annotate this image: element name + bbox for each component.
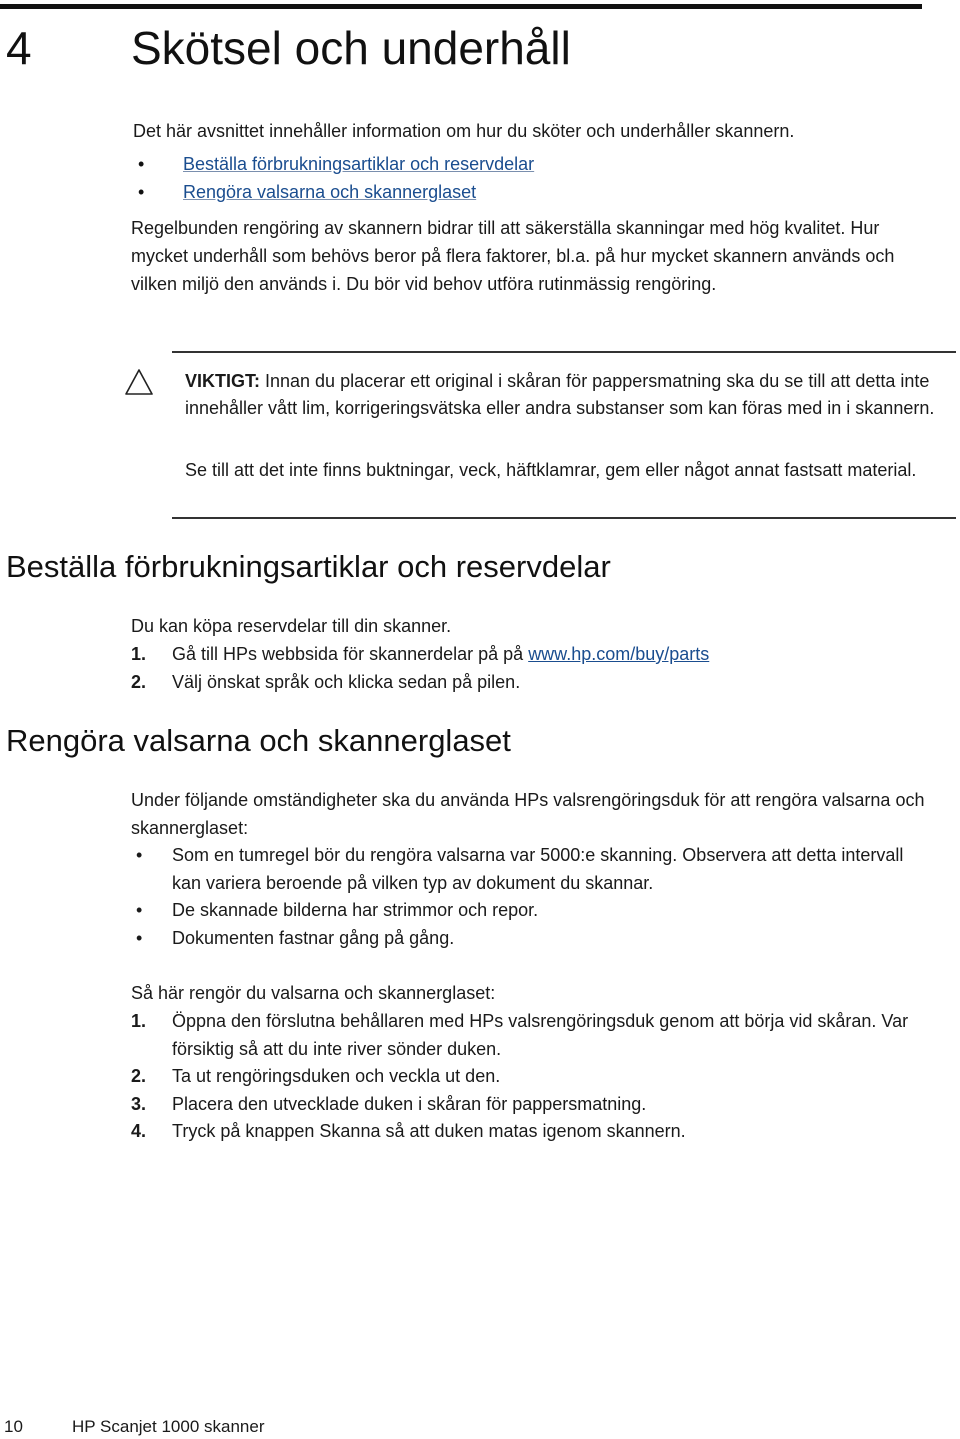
chapter-title: Skötsel och underhåll	[131, 22, 571, 74]
note-important	[185, 368, 950, 422]
note-top-rule	[172, 351, 956, 353]
step-number: 4.	[131, 1121, 147, 1141]
section-link-list	[133, 150, 534, 206]
list-item	[133, 178, 534, 206]
step-number: 2.	[131, 1066, 147, 1086]
note-second-paragraph: Se till att det inte finns buktningar, veck, häftklamrar, gem eller något annat fastsatt material.	[185, 460, 917, 480]
warning-triangle-icon	[124, 368, 154, 396]
bullet-icon: •	[136, 845, 143, 865]
chapter-top-rule	[0, 4, 922, 9]
list-item	[131, 841, 931, 897]
step-number: 1.	[131, 644, 147, 664]
step-text: Öppna den förslutna behållaren med HPs valsrengöringsduk genom att börja vid skåran. Var försiktig så att du inte river sönder duken.	[172, 1011, 909, 1059]
toc-link-clean-rollers[interactable]: Rengöra valsarna och skannerglaset	[183, 182, 477, 202]
bullet-icon: •	[136, 900, 143, 920]
bullet-text: Som en tumregel bör du rengöra valsarna var 5000:e skanning. Observera att detta intervall kan variera beroende på vilken typ av dokument du skannar.	[172, 845, 904, 893]
order-intro: Du kan köpa reservdelar till din skanner.	[131, 616, 452, 636]
list-item	[131, 896, 931, 924]
step-number: 1.	[131, 1011, 147, 1031]
bullet-text: De skannade bilderna har strimmor och repor.	[172, 900, 539, 920]
step-text	[131, 640, 921, 668]
note-label: VIKTIGT:	[185, 371, 260, 391]
clean-step-4	[131, 1117, 921, 1145]
clean-howto: Så här rengör du valsarna och skannerglaset:	[131, 983, 496, 1003]
chapter-number: 4	[6, 22, 32, 74]
note-bottom-rule	[172, 517, 956, 519]
order-step-1	[131, 640, 921, 668]
footer-product-name: HP Scanjet 1000 skanner	[72, 1417, 265, 1436]
list-item	[131, 924, 931, 952]
hp-parts-link[interactable]: www.hp.com/buy/parts	[528, 644, 710, 664]
step-number: 2.	[131, 672, 147, 692]
step-text: Ta ut rengöringsduken och veckla ut den.	[172, 1066, 501, 1086]
page-number: 10	[4, 1417, 23, 1436]
intro-paragraph: Det här avsnittet innehåller information om hur du sköter och underhåller skannern.	[133, 121, 795, 141]
step-number: 3.	[131, 1094, 147, 1114]
clean-intro: Under följande omständigheter ska du använda HPs valsrengöringsduk för att rengöra valsarna och skannerglaset:	[131, 790, 925, 838]
step-text: Välj önskat språk och klicka sedan på pilen.	[172, 672, 521, 692]
list-item	[133, 150, 534, 178]
bullet-text: Dokumenten fastnar gång på gång.	[172, 928, 455, 948]
step-text: Tryck på knappen Skanna så att duken matas igenom skannern.	[172, 1121, 686, 1141]
step-text: Placera den utvecklade duken i skåran för pappersmatning.	[172, 1094, 647, 1114]
clean-step-3	[131, 1090, 921, 1118]
order-step-2	[131, 668, 921, 696]
clean-step-1	[131, 1007, 921, 1063]
toc-link-order-supplies[interactable]: Beställa förbrukningsartiklar och reservdelar	[183, 154, 535, 174]
clean-step-2	[131, 1062, 921, 1090]
overview-paragraph: Regelbunden rengöring av skannern bidrar till att säkerställa skanningar med hög kvalitet. Hur mycket underhåll som behövs beror på flera faktorer, bl.a. på hur mycket skannern används och vilken miljö den används i. Du bör vid behov utföra rutinmässig rengöring.	[131, 218, 895, 294]
step-text-content: Gå till HPs webbsida för skannerdelar på på	[172, 644, 529, 664]
section-heading-order-supplies: Beställa förbrukningsartiklar och reservdelar	[6, 549, 611, 584]
note-body: Innan du placerar ett original i skåran för pappersmatning ska du se till att detta inte innehåller vått lim, korrigeringsvätska eller andra substanser som kan föras med in i skannern.	[185, 371, 935, 418]
bullet-icon: •	[136, 928, 143, 948]
section-heading-clean-rollers: Rengöra valsarna och skannerglaset	[6, 723, 511, 758]
